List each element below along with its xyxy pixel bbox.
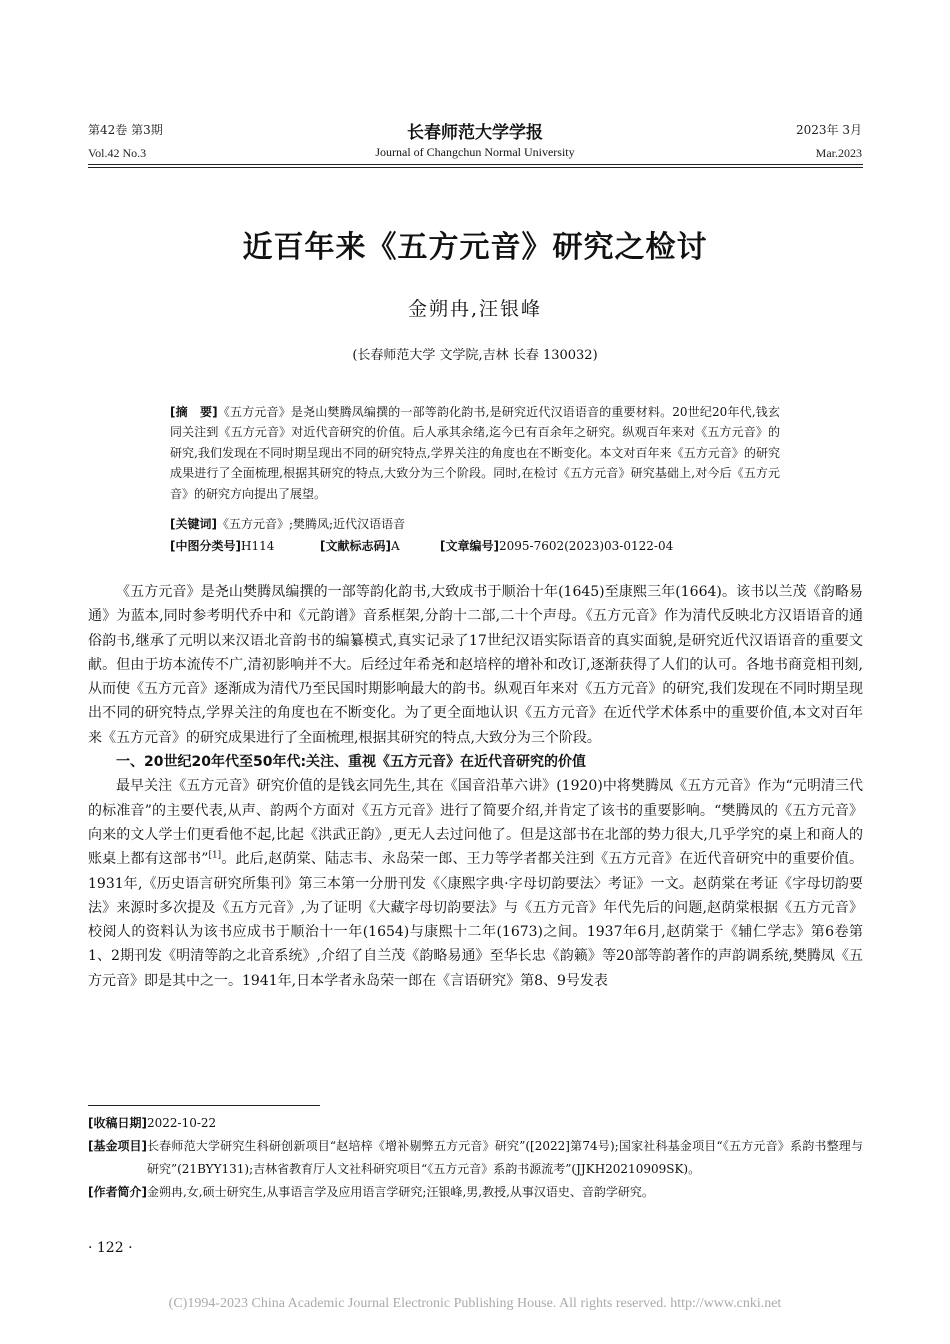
author-bio-label: [作者简介]: [88, 1185, 147, 1199]
article-title: 近百年来《五方元音》研究之检讨: [242, 230, 708, 265]
footnote-author: [88, 1181, 863, 1204]
author-affiliation: (长春师范大学 文学院,吉林 长春 130032): [352, 348, 598, 363]
received-date: 2022-10-22: [146, 1116, 217, 1130]
footnote-fund: [88, 1135, 863, 1181]
citation-1[interactable]: [1]: [208, 850, 222, 861]
article-no-label: [文章编号]: [440, 539, 499, 553]
keywords: [170, 514, 780, 534]
abstract-label: [摘 要]: [170, 405, 218, 419]
keywords-label: [关键词]: [170, 517, 217, 531]
section-heading-1: 一、20世纪20年代至50年代:关注、重视《五方元音》在近代音研究的价值: [116, 754, 587, 771]
body-text: [88, 580, 863, 993]
clc-value: H114: [240, 539, 275, 553]
paragraph-intro: 《五方元音》是尧山樊腾凤编撰的一部等韵化韵书,大致成书于顺治十年(1645)至康熙三年(1664)。该书以兰茂《韵略易通》为蓝本,同时参考明代乔中和《元韵谱》音系框架,分韵十二部,二十个声母。《五方元音》作为清代反映北方汉语语音的通俗韵书,继承了元明以来汉语北音韵书的编纂模式,真实记录了17世纪汉语实际语音的真实面貌,是研究近代汉语语音的重要文献。但由于坊本流传不广,清初影响并不大。后经过年希尧和赵培梓的增补和改订,逐渐获得了人们的认可。各地书商竞相刊刻,从而使《五方元音》逐渐成为清代乃至民国时期影响最大的韵书。纵观百年来对《五方元音》的研究,我们发现在不同时期呈现出不同的研究特点,学界关注的角度也在不断变化。为了更全面地认识《五方元音》在近代学术体系中的重要价值,本文对百年来《五方元音》的研究成果进行了全面梳理,根据其研究的特点,大致分为三个阶段。: [88, 584, 863, 746]
page-number: · 122 ·: [88, 1240, 133, 1256]
footnote-received: [88, 1112, 863, 1135]
header-rule-top: [88, 164, 863, 165]
journal-title-cn: 长春师范大学学报: [407, 123, 543, 143]
keywords-text: 《五方元音》;樊腾凤;近代汉语语音: [216, 517, 406, 531]
author-bio-text: 金朔冉,女,硕士研究生,从事语言学及应用语言学研究;汪银峰,男,教授,从事汉语史、音韵学研究。: [146, 1185, 654, 1199]
volume-issue-en: Vol.42 No.3: [88, 146, 147, 160]
classification-line: [170, 536, 780, 556]
abstract: [170, 402, 780, 504]
article-no-value: 2095-7602(2023)03-0122-04: [498, 539, 674, 553]
paragraph-section1-part2: 。此后,赵荫棠、陆志韦、永岛荣一郎、王力等学者都关注到《五方元音》在近代音研究中的重要价值。1931年,《历史语言研究所集刊》第三本第一分册刊发《〈康熙字典·字母切韵要法〉考证》一文。赵荫棠在考证《字母切韵要法》来源时多次提及《五方元音》,为了证明《大藏字母切韵要法》与《五方元音》年代先后的问题,赵荫棠根据《五方元音》校阅人的资料认为该书应成书于顺治十一年(1654)与康熙十二年(1673)之间。1937年6月,赵荫棠于《辅仁学志》第6卷第1、2期刊发《明清等韵之北音系统》,介绍了自兰茂《韵略易通》至华长忠《韵籁》等20部等韵著作的声韵调系统,樊腾凤《五方元音》即是其中之一。1941年,日本学者永岛荣一郎在《言语研究》第8、9号发表: [88, 851, 863, 989]
fund-text: 长春师范大学研究生科研创新项目“赵培梓《增补剔弊五方元音》研究”([2022]第74号);国家社科基金项目“《五方元音》系韵书整理与研究”(21BYY131);吉林省教育厅人文社科研究项目“《五方元音》系韵书源流考”(JJKH20210909SK)。: [146, 1139, 863, 1176]
article-authors: 金朔冉,汪银峰: [407, 298, 543, 320]
received-label: [收稿日期]: [88, 1116, 147, 1130]
abstract-text: 《五方元音》是尧山樊腾凤编撰的一部等韵化韵书,是研究近代汉语语音的重要材料。20世纪20年代,钱玄同关注到《五方元音》对近代音研究的价值。后人承其余绪,迄今已有百余年之研究。纵观百年来对《五方元音》的研究,我们发现在不同时期呈现出不同的研究特点,学界关注的角度也在不断变化。本文对百年来《五方元音》的研究成果进行了全面梳理,根据其研究的特点,大致分为三个阶段。同时,在检讨《五方元音》研究基础上,对今后《五方元音》的研究方向提出了展望。: [170, 405, 780, 501]
copyright-notice: (C)1994-2023 China Academic Journal Electronic Publishing House. All rights reserved. http://www.cnki.net: [168, 1296, 782, 1311]
doc-code-value: A: [390, 539, 400, 553]
footnotes: [88, 1112, 863, 1204]
volume-issue-cn: 第42卷 第3期: [88, 123, 163, 137]
journal-title-en: Journal of Changchun Normal University: [375, 145, 575, 159]
doc-code-label: [文献标志码]: [320, 539, 391, 553]
paragraph-section1: [88, 774, 863, 993]
footnote-rule: [88, 1105, 320, 1106]
issue-date-cn: 2023年 3月: [796, 123, 862, 137]
paragraph-section1-part1: 最早关注《五方元音》研究价值的是钱玄同先生,其在《国音沿革六讲》(1920)中将樊腾凤《五方元音》作为“元明清三代的标准音”的主要代表,从声、韵两个方面对《五方元音》进行了简要介绍,并肯定了该书的重要影响。“樊腾凤的《五方元音》向来的文人学士们更看他不起,比起《洪武正韵》,更无人去过问他了。但是这部书在北部的势力很大,几乎学究的桌上和商人的账桌上都有这部书”: [88, 778, 863, 868]
fund-label: [基金项目]: [88, 1139, 147, 1153]
header-rule-bottom: [88, 167, 863, 168]
clc-label: [中图分类号]: [170, 539, 241, 553]
issue-date-en: Mar.2023: [815, 146, 862, 160]
